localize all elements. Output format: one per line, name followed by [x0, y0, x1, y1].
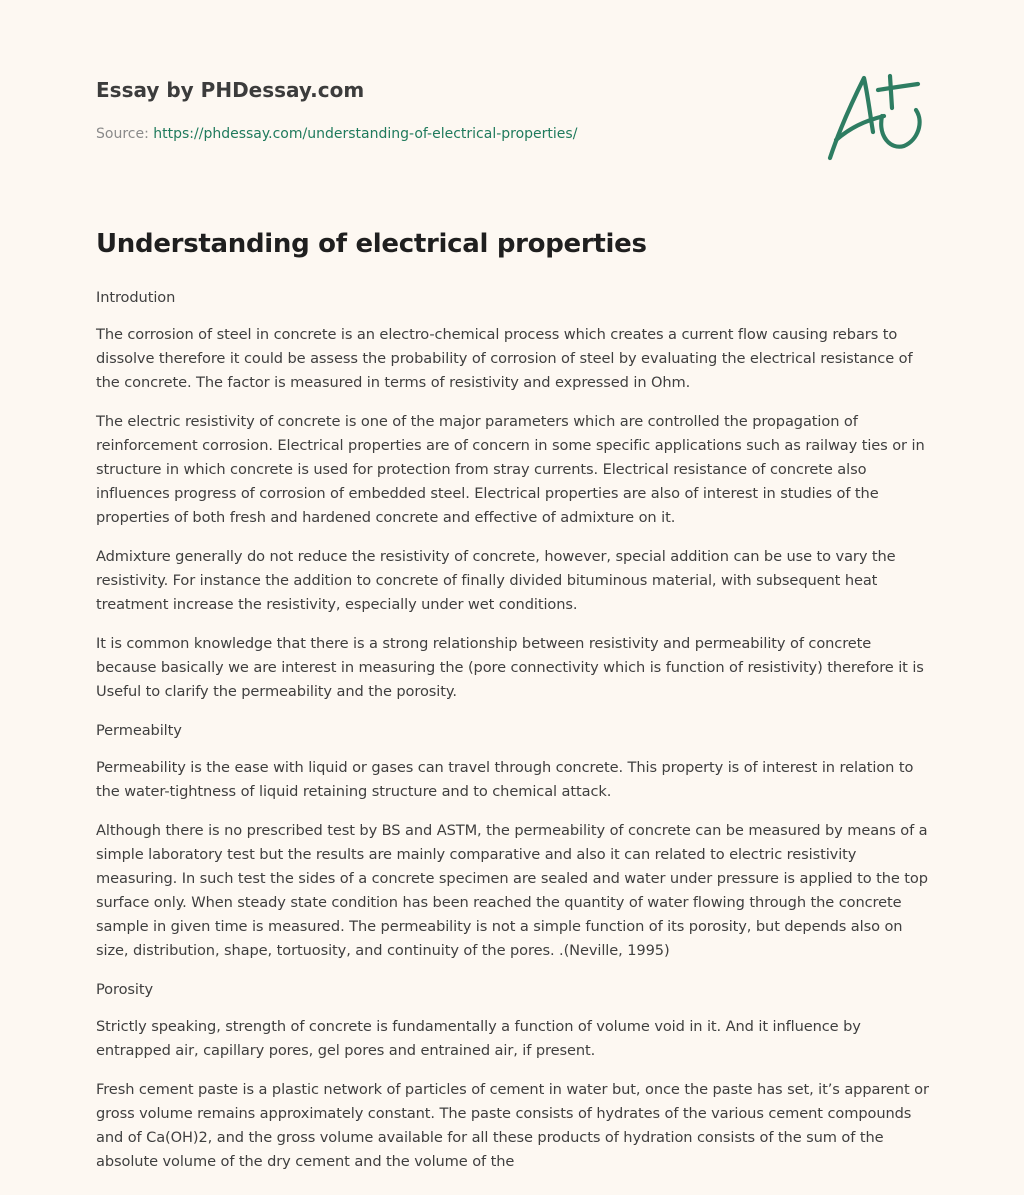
paragraph: Strictly speaking, strength of concrete is fundamentally a function of volume void in it. And it influence by entrapped air, capillary pores, gel pores and entrained air, if present.	[96, 1018, 861, 1059]
paragraph: It is common knowledge that there is a strong relationship between resistivity and permeability of concrete because basically we are interest in measuring the (pore connectivity which is function of resistivity) therefore it is Useful to clarify the permeability and the porosity.	[96, 635, 924, 700]
source-link[interactable]: https://phdessay.com/understanding-of-electrical-properties/	[153, 126, 578, 142]
section-heading: Permeabilty	[96, 722, 182, 739]
source-label: Source:	[96, 126, 149, 142]
paragraph: Permeability is the ease with liquid or gases can travel through concrete. This property is of interest in relation to the water-tightness of liquid retaining structure and to chemical attack.	[96, 759, 914, 800]
source-line	[96, 124, 796, 144]
a-plus-logo-icon	[820, 66, 930, 166]
section-heading: Porosity	[96, 981, 154, 998]
essay-content	[96, 286, 932, 1189]
paragraph: Admixture generally do not reduce the resistivity of concrete, however, special addition can be use to vary the resistivity. For instance the addition to concrete of finally divided bituminous material, with subsequent heat treatment increase the resistivity, especially under wet conditions.	[96, 548, 896, 613]
paragraph: Although there is no prescribed test by BS and ASTM, the permeability of concrete can be measured by means of a simple laboratory test but the results are mainly comparative and also it can related to electric resistivity measuring. In such test the sides of a concrete specimen are sealed and water under pressure is applied to the top surface only. When steady state condition has been reached the quantity of water flowing through the concrete sample in given time is measured. The permeability is not a simple function of its porosity, but depends also on size, distribution, shape, tortuosity, and continuity of the pores. .(Neville, 1995)	[96, 822, 928, 959]
section-heading: Introdution	[96, 289, 176, 306]
paragraph: The electric resistivity of concrete is one of the major parameters which are controlled the propagation of reinforcement corrosion. Electrical properties are of concern in some specific applications such as railway ties or in structure in which concrete is used for protection from stray currents. Electrical resistance of concrete also influences progress of corrosion of embedded steel. Electrical properties are also of interest in studies of the properties of both fresh and hardened concrete and effective of admixture on it.	[96, 413, 925, 526]
site-title: Essay by PHDessay.com	[96, 78, 365, 102]
paragraph: The corrosion of steel in concrete is an electro-chemical process which creates a current flow causing rebars to dissolve therefore it could be assess the probability of corrosion of steel by evaluating the electrical resistance of the concrete. The factor is measured in terms of resistivity and expressed in Ohm.	[96, 326, 913, 391]
essay-header	[96, 76, 796, 144]
document-title: Understanding of electrical properties	[96, 229, 647, 259]
paragraph: Fresh cement paste is a plastic network of particles of cement in water but, once the paste has set, it’s apparent or gross volume remains approximately constant. The paste consists of hydrates of the various cement compounds and of Ca(OH)2, and the gross volume available for all these products of hydration consists of the sum of the absolute volume of the dry cement and the volume of the	[96, 1081, 929, 1170]
